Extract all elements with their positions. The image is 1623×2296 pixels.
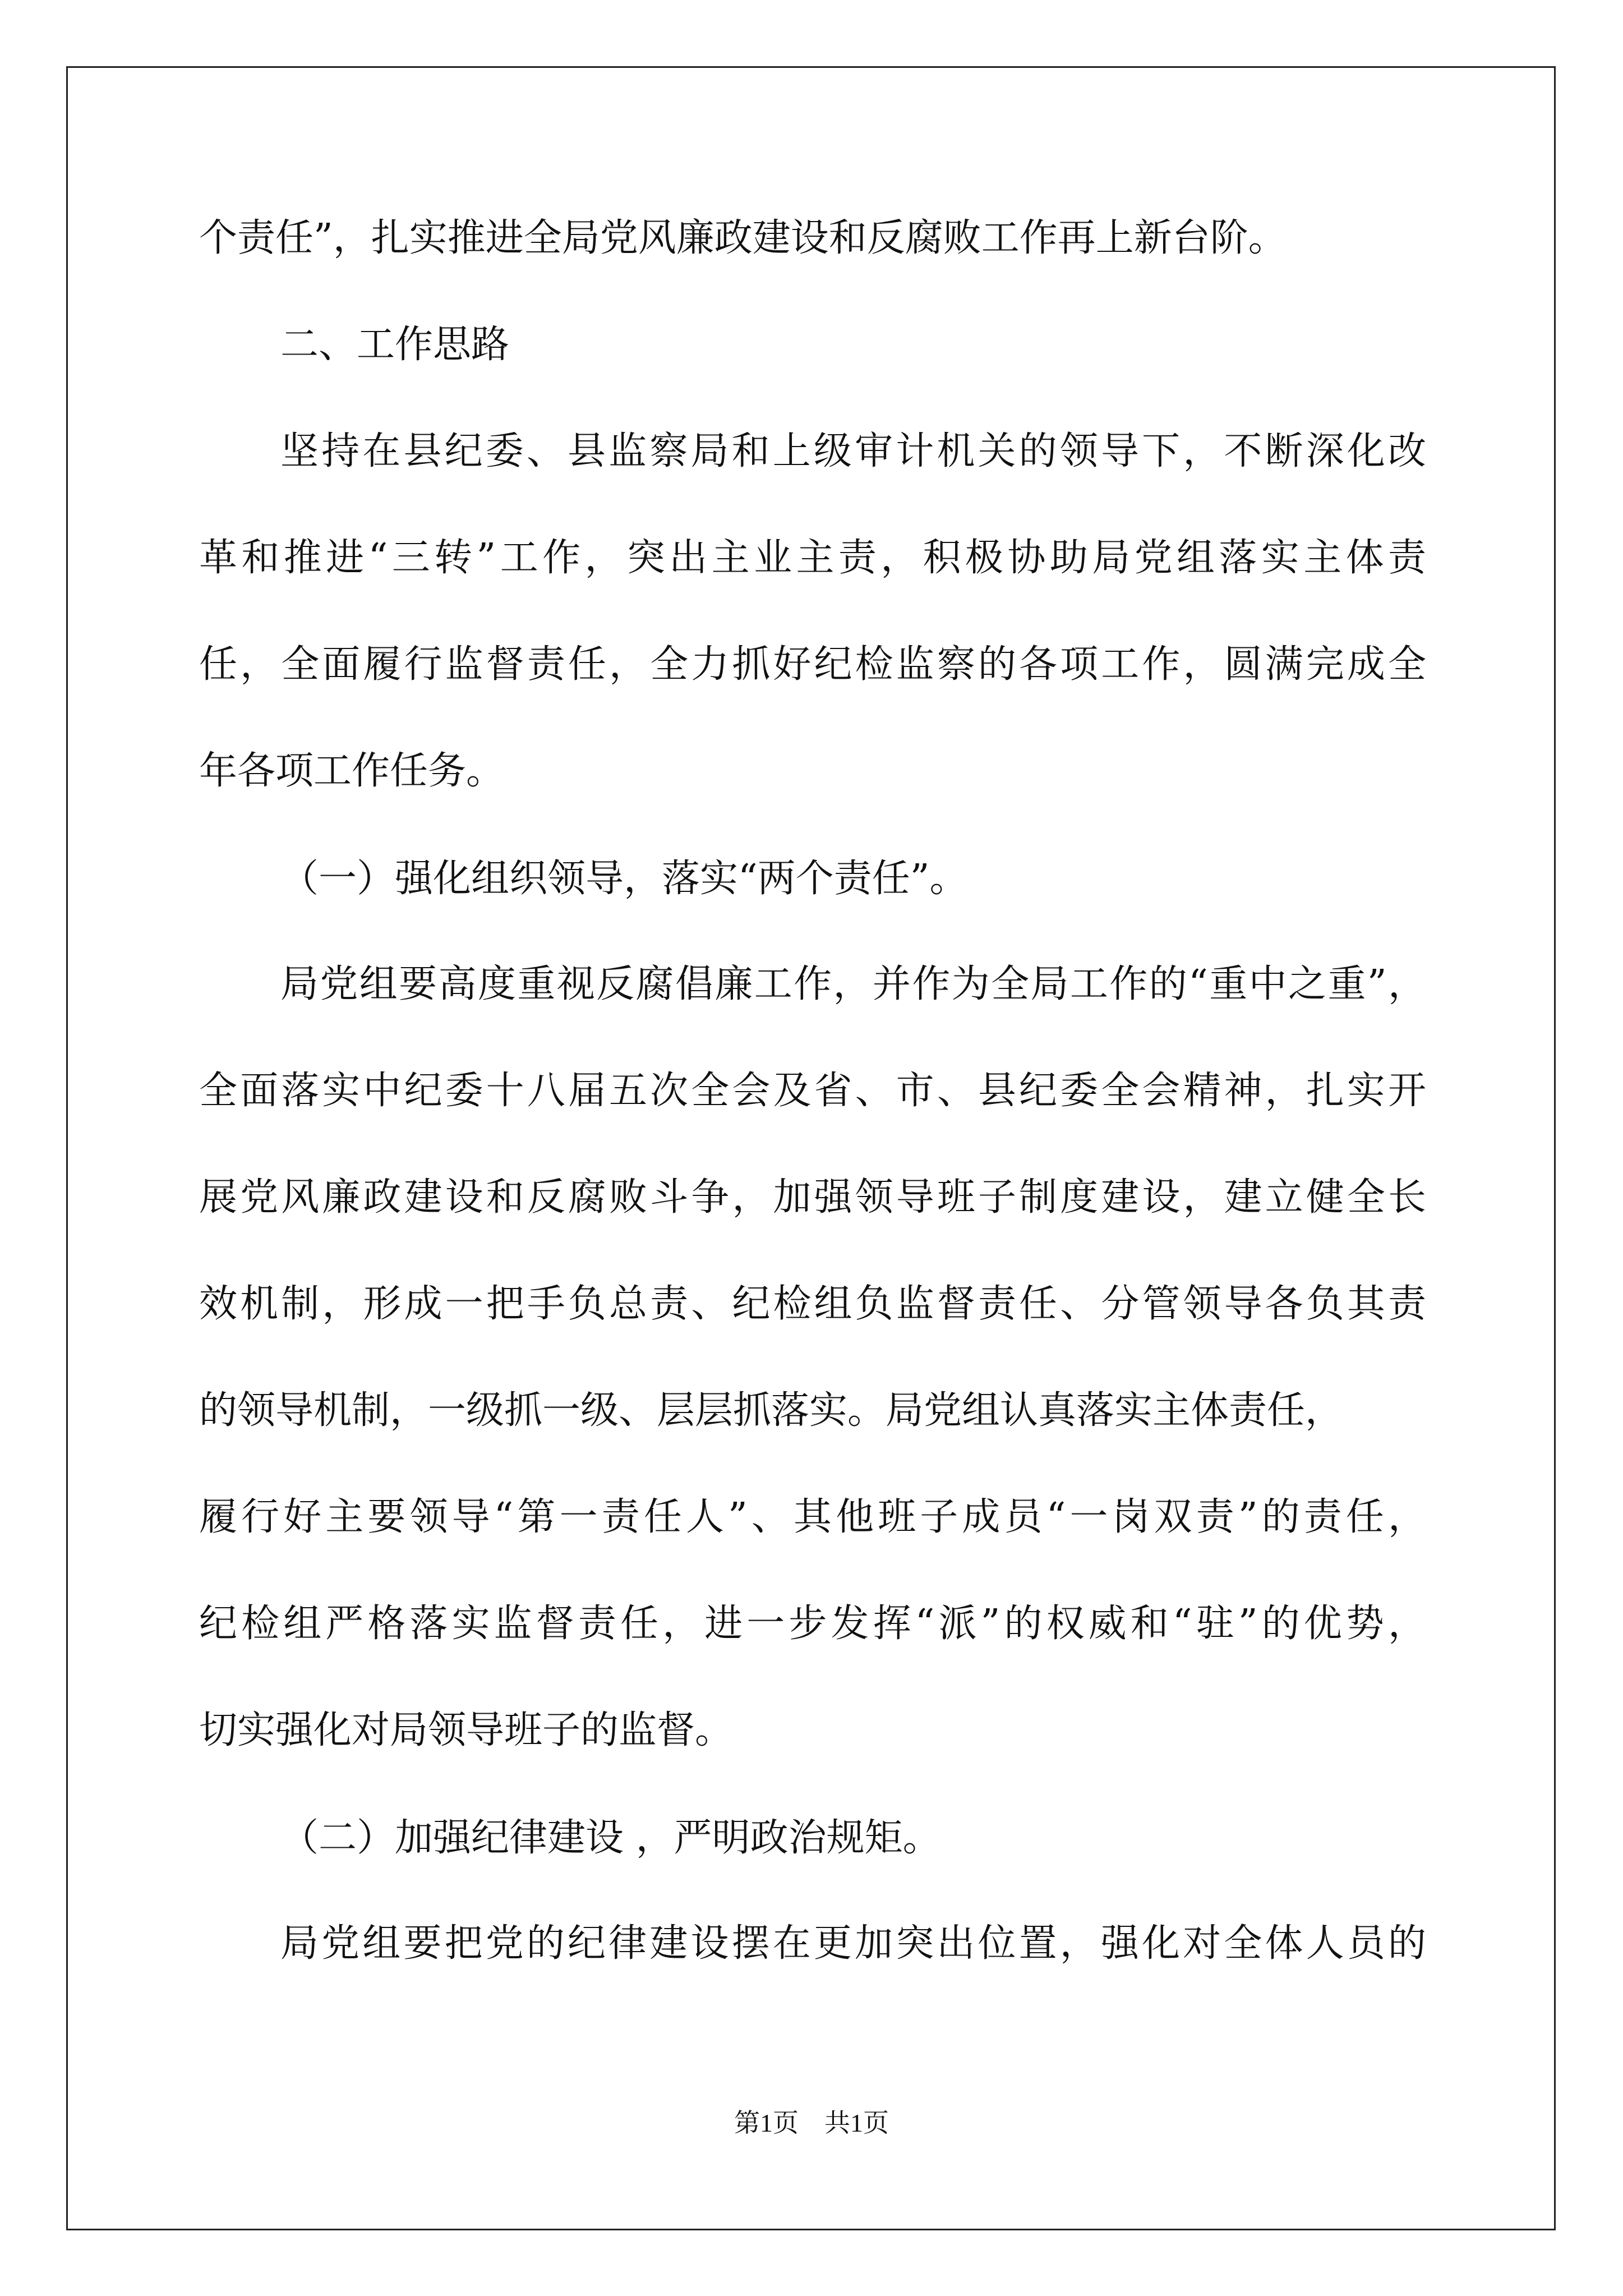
text-line: 局党组要把党的纪律建设摆在更加突出位置，强化对全体人员的 <box>280 1921 1426 1966</box>
section-heading: 二、工作思路 <box>280 323 510 367</box>
subsection-heading: （二）加强纪律建设 ，严明政治规矩。 <box>280 1816 941 1860</box>
text-line: 个责任”，扎实推进全局党风廉政建设和反腐败工作再上新台阶。 <box>199 216 1287 260</box>
subsection-heading: （一）强化组织领导，落实“两个责任”。 <box>280 857 968 901</box>
page-number-footer: 第1页 共1页 <box>734 2109 889 2137</box>
text-line: 任，全面履行监督责任，全力抓好纪检监察的各项工作，圆满完成全 <box>199 642 1426 687</box>
text-line: 局党组要高度重视反腐倡廉工作，并作为全局工作的“重中之重”， <box>280 962 1426 1006</box>
text-line: 的领导机制，一级抓一级、层层抓落实。局党组认真落实主体责任， <box>199 1388 1344 1433</box>
text-line: 效机制，形成一把手负总责、纪检组负监督责任、分管领导各负其责 <box>199 1282 1426 1326</box>
text-line: 展党风廉政建设和反腐败斗争，加强领导班子制度建设，建立健全长 <box>199 1175 1426 1220</box>
text-line: 革和推进“三转”工作，突出主业主责，积极协助局党组落实主体责 <box>199 536 1426 580</box>
text-line: 纪检组严格落实监督责任，进一步发挥“派”的权威和“驻”的优势， <box>199 1602 1426 1646</box>
text-line: 履行好主要领导“第一责任人”、其他班子成员“一岗双责”的责任， <box>199 1495 1426 1539</box>
text-line: 切实强化对局领导班子的监督。 <box>199 1708 734 1752</box>
text-line: 年各项工作任务。 <box>199 749 505 793</box>
text-line: 全面落实中纪委十八届五次全会及省、市、县纪委全会精神，扎实开 <box>199 1069 1426 1113</box>
text-line: 坚持在县纪委、县监察局和上级审计机关的领导下，不断深化改 <box>280 429 1426 473</box>
page-border <box>66 66 1556 2230</box>
